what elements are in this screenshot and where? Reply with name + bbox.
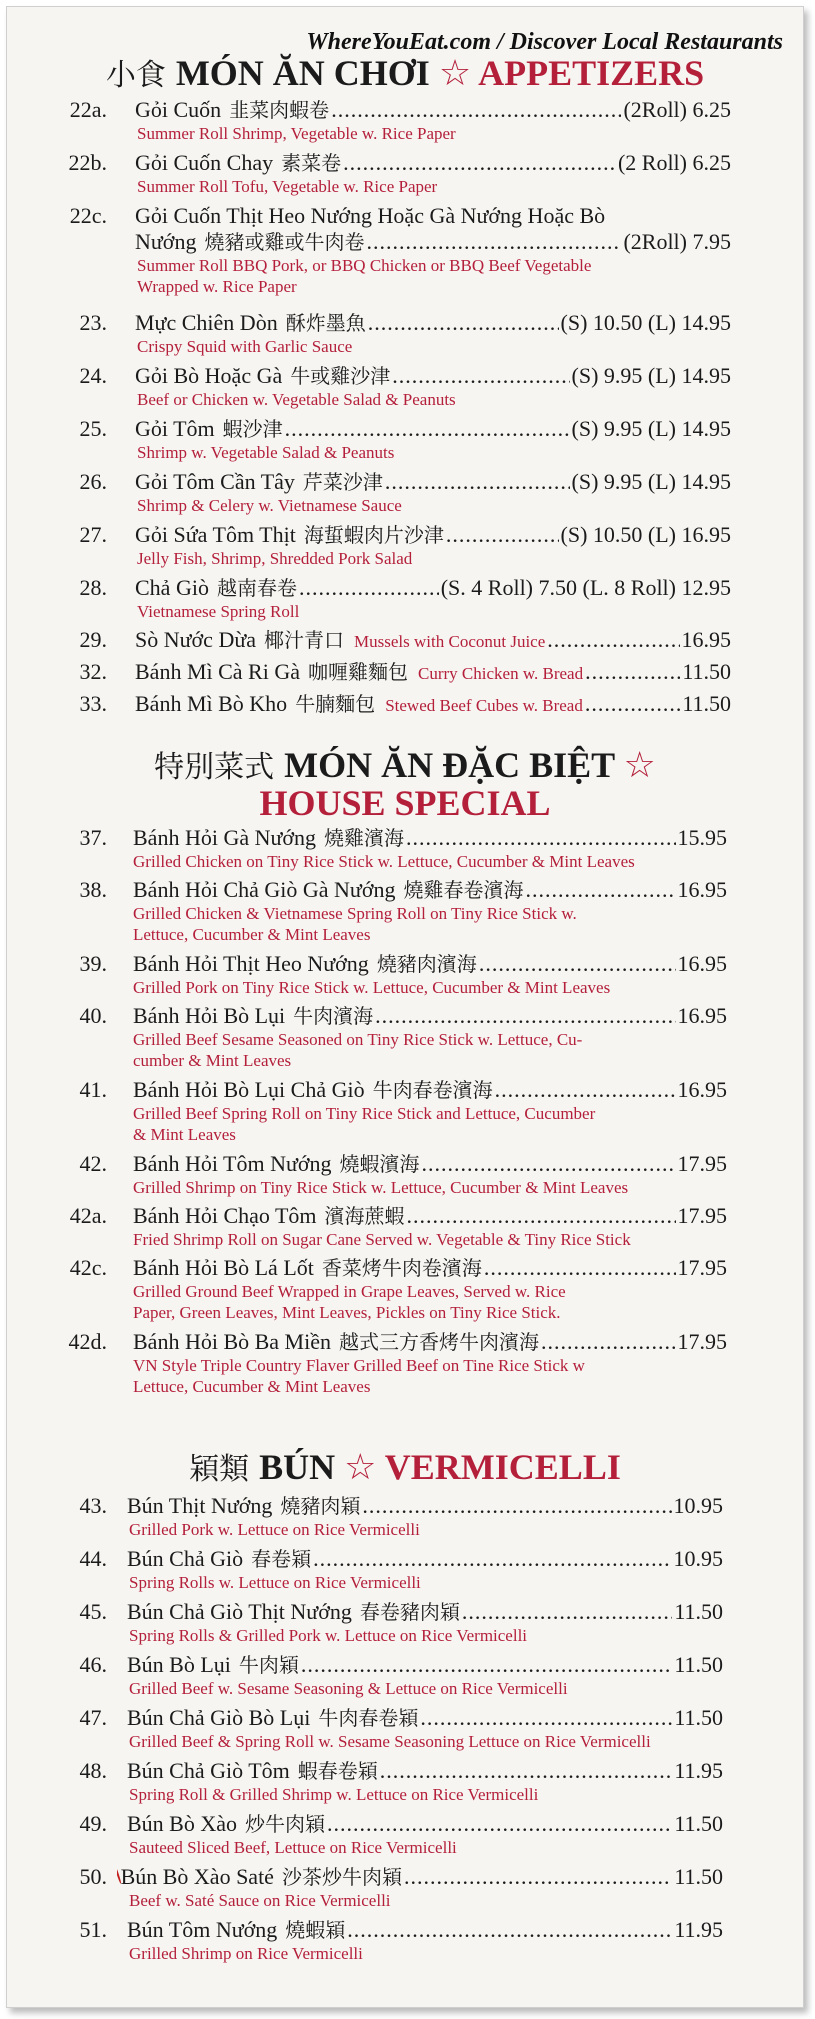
- leader-dots: [385, 469, 570, 495]
- item-description: Sauteed Sliced Beef, Lettuce on Rice Vermicelli: [129, 1838, 457, 1857]
- item-name: Bún Chả Giò Thịt Nướng: [127, 1599, 352, 1624]
- item-price: (2Roll) 7.95: [623, 229, 731, 254]
- item-price: (S) 9.95 (L) 14.95: [571, 416, 731, 441]
- item-name: Gỏi Sứa Tôm Thịt: [135, 522, 296, 547]
- item-name-row: [133, 877, 727, 904]
- item-name: Gỏi Cuốn: [135, 97, 222, 122]
- item-name-row: [127, 1705, 723, 1732]
- item-price: 11.50: [682, 691, 731, 716]
- leader-dots: [420, 1705, 672, 1731]
- item-name-chinese: 牛肉春卷㯋: [318, 1708, 419, 1730]
- item-name-row: [133, 1329, 727, 1356]
- item-number: 23.: [79, 310, 107, 335]
- vermicelli-heading-zh: 㯋類: [189, 1453, 250, 1486]
- item-name: Bánh Hỏi Bò Ba Miền: [133, 1329, 331, 1354]
- item-name-row: [135, 363, 731, 390]
- item-description-continued: Lettuce, Cucumber & Mint Leaves: [133, 925, 371, 944]
- leader-dots: [541, 1329, 676, 1355]
- item-description: Spring Roll & Grilled Shrimp w. Lettuce on Rice Vermicelli: [129, 1785, 539, 1804]
- leader-dots: [479, 951, 676, 977]
- item-name: Gỏi Cuốn Chay: [135, 150, 274, 175]
- item-description: Summer Roll BBQ Pork, or BBQ Chicken or BBQ Beef Vegetable: [137, 256, 592, 275]
- item-price: 17.95: [677, 1203, 727, 1228]
- house-special-heading: [7, 745, 803, 788]
- item-description: Grilled Chicken & Vietnamese Spring Roll on Tiny Rice Stick w.: [133, 904, 577, 923]
- item-number: 43.: [79, 1493, 107, 1518]
- item-name: Bún Chả Giò: [127, 1546, 244, 1571]
- item-name: Bánh Mì Cà Ri Gà: [135, 659, 300, 684]
- star-icon: ☆: [438, 53, 472, 93]
- item-description: Vietnamese Spring Roll: [137, 602, 300, 621]
- item-name-chinese: 燒蝦㯋: [285, 1920, 346, 1942]
- item-number: 44.: [79, 1546, 107, 1571]
- item-name-row: [127, 1917, 723, 1944]
- item-name-chinese: 蝦沙津: [222, 419, 283, 441]
- item-name-row: [135, 229, 731, 256]
- item-number: 29.: [79, 627, 107, 652]
- item-name-chinese: 炒牛肉㯋: [245, 1814, 325, 1836]
- item-price: 17.95: [677, 1329, 727, 1354]
- item-price: 16.95: [677, 1003, 727, 1028]
- item-name-row: [127, 1546, 723, 1573]
- item-price: (2Roll) 6.25: [623, 97, 731, 122]
- leader-dots: [406, 825, 675, 851]
- item-price: 16.95: [677, 877, 727, 902]
- item-name-chinese: 越南春卷: [216, 578, 297, 600]
- house-special-heading-en: HOUSE SPECIAL: [259, 783, 551, 823]
- item-name-row: [133, 825, 727, 852]
- item-name-chinese: 燒豬肉濱海: [376, 954, 477, 976]
- vermicelli-heading-en: VERMICELLI: [384, 1447, 621, 1487]
- item-description: Grilled Pork w. Lettuce on Rice Vermicelli: [129, 1520, 420, 1539]
- leader-dots: [362, 1493, 671, 1519]
- leader-dots: [299, 575, 439, 601]
- leader-dots: [331, 97, 621, 123]
- item-name: Sò Nước Dừa: [135, 627, 257, 652]
- item-name-chinese: 牛腩麵包: [295, 694, 376, 716]
- item-price: 10.95: [673, 1493, 723, 1518]
- item-name: Chả Giò: [135, 575, 209, 600]
- item-number: 33.: [79, 691, 107, 716]
- item-name-chinese: 韭菜肉蝦卷: [229, 100, 330, 122]
- item-description: Grilled Beef & Spring Roll w. Sesame Seasoning Lettuce on Rice Vermicelli: [129, 1732, 651, 1751]
- leader-dots: [375, 1003, 675, 1029]
- leader-dots: [404, 1864, 672, 1890]
- item-name: Bún Chả Giò Bò Lụi: [127, 1705, 311, 1730]
- item-name-chinese: 海蜇蝦肉片沙津: [303, 525, 444, 547]
- item-name-chinese: 芹菜沙津: [302, 472, 383, 494]
- item-name-row: [135, 575, 731, 602]
- star-icon: ☆: [623, 745, 656, 785]
- item-number: 38.: [79, 877, 107, 902]
- item-number: 48.: [79, 1758, 107, 1783]
- item-description: Grilled Chicken on Tiny Rice Stick w. Lettuce, Cucumber & Mint Leaves: [133, 852, 635, 871]
- item-name-row: [127, 1811, 723, 1838]
- item-name-chinese: 燒豬肉㯋: [280, 1496, 361, 1518]
- item-name-row: [117, 1864, 723, 1891]
- item-number: 22a.: [69, 97, 107, 122]
- item-number: 37.: [79, 825, 107, 850]
- item-number: 32.: [79, 659, 107, 684]
- item-name-row: [127, 1493, 723, 1520]
- star-icon: ☆: [344, 1447, 377, 1487]
- item-name: Bún Chả Giò Tôm: [127, 1758, 290, 1783]
- item-number: 40.: [79, 1003, 107, 1028]
- item-name: Bánh Hỏi Bò Lụi Chả Giò: [133, 1077, 365, 1102]
- item-number: 50.: [79, 1864, 107, 1889]
- item-number: 49.: [79, 1811, 107, 1836]
- item-name: Bánh Hỏi Chạo Tôm: [133, 1203, 317, 1228]
- item-name-row: [127, 1758, 723, 1785]
- leader-dots: [407, 1203, 676, 1229]
- item-description: Shrimp & Celery w. Vietnamese Sauce: [137, 496, 402, 515]
- item-name-row: [135, 469, 731, 496]
- item-price: (S) 9.95 (L) 14.95: [571, 469, 731, 494]
- leader-dots: [392, 363, 569, 389]
- item-name: Bánh Mì Bò Kho: [135, 691, 288, 716]
- item-description: Grilled Ground Beef Wrapped in Grape Leaves, Served w. Rice: [133, 1282, 566, 1301]
- item-name-row: [135, 522, 731, 549]
- house-special-heading-vn: MÓN ĂN ĐẶC BIỆT: [284, 745, 615, 785]
- item-name-chinese: 咖喱雞麵包: [308, 662, 408, 684]
- item-price: 10.95: [673, 1546, 723, 1571]
- leader-dots: [301, 1652, 672, 1678]
- item-name-chinese: 素菜卷: [281, 153, 342, 175]
- item-name-chinese: 酥炸墨魚: [285, 313, 366, 335]
- item-name: Bún Thịt Nướng: [127, 1493, 273, 1518]
- item-name: Mực Chiên Dòn: [135, 310, 278, 335]
- item-number: 42.: [79, 1151, 107, 1176]
- leader-dots: [343, 150, 616, 176]
- item-price: (S) 10.50 (L) 16.95: [560, 522, 731, 547]
- item-name-chinese: 牛肉㯋: [238, 1655, 299, 1677]
- item-price: (S. 4 Roll) 7.50 (L. 8 Roll) 12.95: [440, 575, 731, 600]
- item-description-continued: Lettuce, Cucumber & Mint Leaves: [133, 1377, 371, 1396]
- item-number: 24.: [79, 363, 107, 388]
- item-name: Gỏi Cuốn Thịt Heo Nướng Hoặc Gà Nướng Hoặc Bò: [135, 203, 606, 228]
- item-description-continued: Wrapped w. Rice Paper: [137, 277, 297, 296]
- leader-dots: [366, 229, 621, 255]
- item-name: Gỏi Tôm Cần Tây: [135, 469, 295, 494]
- item-number: 22c.: [69, 203, 107, 228]
- item-price: 16.95: [677, 951, 727, 976]
- item-description: Mussels with Coconut Juice: [354, 632, 546, 651]
- item-number: 46.: [79, 1652, 107, 1677]
- item-description: Grilled Beef Spring Roll on Tiny Rice Stick and Lettuce, Cucumber: [133, 1104, 596, 1123]
- leader-dots: [422, 1151, 676, 1177]
- item-description-continued: Paper, Green Leaves, Mint Leaves, Pickles on Tiny Rice Stick.: [133, 1303, 561, 1322]
- appetizers-heading: [7, 53, 803, 96]
- leader-dots: [313, 1546, 671, 1572]
- item-description: Stewed Beef Cubes w. Bread: [385, 696, 583, 715]
- item-price: (2 Roll) 6.25: [617, 150, 731, 175]
- leader-dots: [446, 522, 559, 548]
- item-description: Shrimp w. Vegetable Salad & Peanuts: [137, 443, 395, 462]
- item-name: Bánh Hỏi Tôm Nướng: [133, 1151, 332, 1176]
- item-description-continued: & Mint Leaves: [133, 1125, 236, 1144]
- item-name-chinese: 牛肉春卷濱海: [372, 1080, 493, 1102]
- item-description: Grilled Pork on Tiny Rice Stick w. Lettuce, Cucumber & Mint Leaves: [133, 978, 611, 997]
- item-description: Beef or Chicken w. Vegetable Salad & Peanuts: [137, 390, 456, 409]
- item-description: VN Style Triple Country Flaver Grilled Beef on Tine Rice Stick w: [133, 1356, 585, 1375]
- item-name: Nướng: [135, 229, 197, 254]
- item-price: (S) 9.95 (L) 14.95: [571, 363, 731, 388]
- item-number: 39.: [79, 951, 107, 976]
- appetizers-heading-zh: 小食: [105, 59, 166, 92]
- leader-dots: [484, 1255, 676, 1281]
- item-name-chinese: 蝦春卷㯋: [297, 1761, 378, 1783]
- leader-dots: [347, 1917, 672, 1943]
- item-name-row: [135, 627, 731, 655]
- item-description: Curry Chicken w. Bread: [418, 664, 584, 683]
- item-description: Grilled Beef w. Sesame Seasoning & Lettuce on Rice Vermicelli: [129, 1679, 568, 1698]
- item-description: Summer Roll Tofu, Vegetable w. Rice Paper: [137, 177, 438, 196]
- leader-dots: [380, 1758, 673, 1784]
- leader-dots: [547, 627, 679, 653]
- item-name-chinese: 濱海蔗蝦: [324, 1206, 405, 1228]
- watermark: WhereYouEat.com / Discover Local Restaurants: [306, 29, 783, 55]
- item-price: 11.95: [674, 1758, 723, 1783]
- item-name-chinese: 燒豬或雞或牛肉卷: [204, 232, 365, 254]
- item-name-chinese: 香菜烤牛肉卷濱海: [321, 1258, 482, 1280]
- item-name-row: [127, 1652, 723, 1679]
- item-description: Grilled Shrimp on Rice Vermicelli: [129, 1944, 363, 1963]
- item-number: 28.: [79, 575, 107, 600]
- item-number: 22b.: [68, 150, 107, 175]
- item-name-row: [135, 659, 731, 687]
- item-name-row: [133, 1151, 727, 1178]
- item-name-chinese: 越式三方香烤牛肉濱海: [339, 1332, 539, 1354]
- item-description-continued: cumber & Mint Leaves: [133, 1051, 292, 1070]
- item-name-chinese: 春卷㯋: [251, 1549, 312, 1571]
- item-name-row: [135, 416, 731, 443]
- item-price: 17.95: [677, 1255, 727, 1280]
- item-price: 11.50: [674, 1811, 723, 1836]
- item-name: Gỏi Bò Hoặc Gà: [135, 363, 283, 388]
- item-number: 47.: [79, 1705, 107, 1730]
- item-name-chinese: 燒雞春卷濱海: [403, 880, 524, 902]
- item-name-chinese: 牛或雞沙津: [290, 366, 391, 388]
- item-number: 25.: [79, 416, 107, 441]
- item-price: 11.95: [674, 1917, 723, 1942]
- leader-dots: [327, 1811, 672, 1837]
- item-number: 45.: [79, 1599, 107, 1624]
- appetizers-heading-en: APPETIZERS: [478, 53, 705, 93]
- item-name: Bánh Hỏi Bò Lụi: [133, 1003, 286, 1028]
- item-price: (S) 10.50 (L) 14.95: [560, 310, 731, 335]
- item-description: Spring Rolls w. Lettuce on Rice Vermicelli: [129, 1573, 421, 1592]
- item-name-chinese: 椰汁青口: [264, 630, 345, 652]
- item-name-row: [133, 1077, 727, 1104]
- item-name-row: [135, 97, 731, 124]
- item-name: Bún Tôm Nướng: [127, 1917, 278, 1942]
- item-name-row: [135, 691, 731, 719]
- leader-dots: [285, 416, 570, 442]
- item-price: 15.95: [677, 825, 727, 850]
- item-price: 11.50: [682, 659, 731, 684]
- item-name: Bánh Hỏi Bò Lá Lốt: [133, 1255, 314, 1280]
- vermicelli-heading: [7, 1447, 803, 1490]
- item-name: Gỏi Tôm: [135, 416, 215, 441]
- item-number: 42a.: [69, 1203, 107, 1228]
- item-number: 26.: [79, 469, 107, 494]
- house-special-heading-zh: 特別菜式: [154, 751, 275, 784]
- item-description: Jelly Fish, Shrimp, Shredded Pork Salad: [137, 549, 413, 568]
- item-price: 16.95: [681, 627, 731, 652]
- item-name-chinese: 沙茶炒牛肉㯋: [281, 1867, 402, 1889]
- item-number: 27.: [79, 522, 107, 547]
- item-name-row: [133, 1255, 727, 1282]
- item-name: Bún Bò Lụi: [127, 1652, 231, 1677]
- item-name: Bún Bò Xào: [127, 1811, 237, 1836]
- item-name: Bánh Hỏi Gà Nướng: [133, 825, 317, 850]
- item-price: 11.50: [674, 1599, 723, 1624]
- item-name-chinese: 春卷豬肉㯋: [359, 1602, 460, 1624]
- item-price: 11.50: [674, 1705, 723, 1730]
- item-description: Beef w. Saté Sauce on Rice Vermicelli: [129, 1891, 391, 1910]
- item-name-chinese: 燒雞濱海: [324, 828, 405, 850]
- item-name-row: [133, 1203, 727, 1230]
- item-description: Grilled Shrimp on Tiny Rice Stick w. Lettuce, Cucumber & Mint Leaves: [133, 1178, 629, 1197]
- item-name-row: [133, 951, 727, 978]
- leader-dots: [585, 691, 680, 717]
- item-name-row: [135, 150, 731, 177]
- item-price: 16.95: [677, 1077, 727, 1102]
- item-name: Bánh Hỏi Chả Giò Gà Nướng: [133, 877, 396, 902]
- item-name: Bánh Hỏi Thịt Heo Nướng: [133, 951, 369, 976]
- item-name-row: [135, 310, 731, 337]
- item-price: 11.50: [674, 1864, 723, 1889]
- leader-dots: [585, 659, 680, 685]
- appetizers-heading-vn: MÓN ĂN CHƠI: [175, 53, 430, 93]
- item-number: 41.: [79, 1077, 107, 1102]
- item-name-chinese: 牛肉濱海: [293, 1006, 374, 1028]
- item-description: Fried Shrimp Roll on Sugar Cane Served w. Vegetable & Tiny Rice Stick: [133, 1230, 631, 1249]
- item-name-row: [133, 1003, 727, 1030]
- item-description: Crispy Squid with Garlic Sauce: [137, 337, 353, 356]
- leader-dots: [368, 310, 559, 336]
- item-description: Spring Rolls & Grilled Pork w. Lettuce on Rice Vermicelli: [129, 1626, 528, 1645]
- item-number: 42d.: [68, 1329, 107, 1354]
- item-name: Bún Bò Xào Saté: [120, 1864, 274, 1889]
- item-description: Grilled Beef Sesame Seasoned on Tiny Rice Stick w. Lettuce, Cu-: [133, 1030, 583, 1049]
- item-name-row: [127, 1599, 723, 1626]
- leader-dots: [495, 1077, 676, 1103]
- item-description: Summer Roll Shrimp, Vegetable w. Rice Paper: [137, 124, 456, 143]
- item-price: 17.95: [677, 1151, 727, 1176]
- leader-dots: [462, 1599, 672, 1625]
- item-number: 42c.: [69, 1255, 107, 1280]
- vermicelli-heading-vn: BÚN: [259, 1447, 336, 1487]
- menu-page: [6, 6, 804, 2008]
- item-number: 51.: [79, 1917, 107, 1942]
- leader-dots: [525, 877, 675, 903]
- item-name-chinese: 燒蝦濱海: [339, 1154, 420, 1176]
- item-price: 11.50: [674, 1652, 723, 1677]
